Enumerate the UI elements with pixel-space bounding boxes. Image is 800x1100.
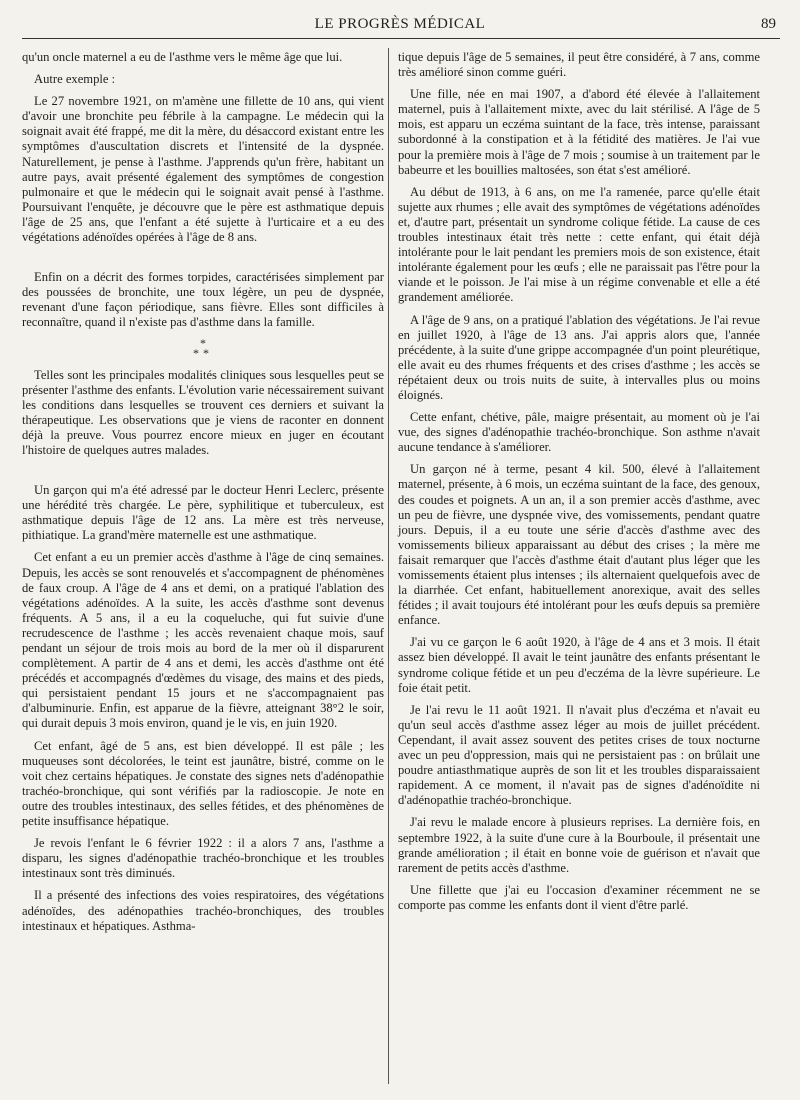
- header-rule: [22, 38, 780, 39]
- left-column: [22, 50, 384, 941]
- page-number: 89: [761, 16, 776, 32]
- paragraph: Autre exemple :: [34, 72, 116, 87]
- paragraph: J'ai vu ce garçon le 6 août 1920, à l'âge de 4 ans et 3 mois. Il était assez bien développé. Il avait le teint jaunâtre des enfants présentant le syndrome colique fétide et un peu d'eczéma de la lèvre supérieure. Le foie était petit.: [398, 635, 760, 695]
- paragraph: A l'âge de 9 ans, on a pratiqué l'ablation des végétations. Je l'ai revue en juillet 1920, à l'âge de 13 ans. J'ai appris alors que, l'année précédente, à la suite d'une grippe accompagnée d'un point pleurétique, elle avait eu des rhumes fréquents et des crises d'asthme ; les accès se répétaient deux ou trois nuits de suite, à intervalles plus ou moins éloignés.: [398, 312, 760, 402]
- paragraph: Au début de 1913, à 6 ans, on me l'a ramenée, parce qu'elle était sujette aux rhumes ; elle avait des symptômes de végétations adénoïdes et, d'autre part, présentait un syndrome colique fétide. La cause de ces troubles intestinaux était très nette : cette enfant, qui était déjà intolérante pour le lait pendant les premiers mois de son existence, était intolérante également pour les œufs ; elle ne paraissait pas l'être pour la viande et le poisson. Je l'ai mise à un régime convenable et elle a été grandement améliorée.: [398, 184, 760, 305]
- section-separator: [22, 335, 384, 360]
- paragraph: Cet enfant, âgé de 5 ans, est bien développé. Il est pâle ; les muqueuses sont décolorées, le teint est jaunâtre, bistré, comme on le voit chez certains hépatiques. Je constate des signes nets d'adénopathie trachéo-bronchique, qui sont vérifiés par la radioscopie. Je note en outre des troubles intestinaux, des selles fétides, et des phénomènes de petite insuffisance hépatique.: [22, 738, 384, 829]
- paragraph: Il a présenté des infections des voies respiratoires, des végétations adénoïdes, des adénopathies trachéo-bronchiques, des troubles intestinaux et hépatiques. Asthma-: [22, 888, 384, 933]
- paragraph: Telles sont les principales modalités cliniques sous lesquelles peut se présenter l'asthme des enfants. L'évolution varie nécessairement suivant les conditions dans lesquelles se trouvent ces derniers et suivant la thérapeutique. Les observations que je viens de raconter en donnent déjà la preuve. Vous pourrez encore mieux en juger en écoutant l'histoire de quelques autres malades.: [22, 367, 384, 457]
- paragraph: Une fille, née en mai 1907, a d'abord été élevée à l'allaitement maternel, puis à l'allaitement mixte, avec du lait stérilisé. A l'âge de 5 mois, est apparu un eczéma suintant de la face, très intense, paraissant subordonné à la constipation et à la fétidité des matières. Je l'ai vue pour la première mois à l'âge de 7 mois ; soumise à un traitement par le babeurre et les bouillies maltosées, son état s'est amélioré.: [398, 87, 760, 177]
- paragraph: J'ai revu le malade encore à plusieurs reprises. La dernière fois, en septembre 1922, à la suite d'une cure à la Bourboule, il présentait une grande amélioration ; il était en bonne voie de guérison et n'avait que rarement de petits accès d'asthme.: [398, 815, 760, 875]
- paragraph: Je l'ai revu le 11 août 1921. Il n'avait plus d'eczéma et n'avait eu qu'un seul accès d'asthme assez léger au mois de juillet précédent. Cependant, il avait assez souvent des petites crises de toux nocturne avec un peu d'oppression, mais qui ne persistaient pas : on brûlait une poudre antiasthmatique auprès de son lit et les troubles disparaissaient rapidement. A ce moment, il n'avait pas de signes d'adénoïdite ni d'adénopathie trachéo-bronchique.: [398, 702, 760, 808]
- separator-star: *: [200, 335, 206, 350]
- paragraph: tique depuis l'âge de 5 semaines, il peut être considéré, à 7 ans, comme très amélioré sinon comme guéri.: [398, 50, 760, 80]
- right-column: [398, 50, 760, 920]
- paragraph: Un garçon qui m'a été adressé par le docteur Henri Leclerc, présente une hérédité très chargée. Le père, syphilitique et tuberculeux, est asthmatique depuis l'âge de 12 ans. La mère est très nerveuse, pithiatique. La grand'mère maternelle est une asthmatique.: [22, 483, 384, 543]
- paragraph: Le 27 novembre 1921, on m'amène une fillette de 10 ans, qui vient d'avoir une bronchite peu fébrile à la campagne. Le médecin qui la soignait avait été frappé, me dit la mère, du désaccord existant entre les symptômes d'auscultation discrets et l'intensité de la dyspnée. Naturellement, je pense à l'asthme. J'apprends qu'un frère, habitant un autre pays, avait présenté également des symptômes de congestion pulmonaire et que le médecin qui le soignait avait pensé à l'asthme. Poursuivant l'enquête, je découvre que le père est asthmatique depuis l'âge de 25 ans, que l'enfant a été sujette à l'urticaire et a eu des végétations adénoïdes opérées à l'âge de 8 ans.: [22, 94, 384, 245]
- paragraph: Je revois l'enfant le 6 février 1922 : il a alors 7 ans, l'asthme a disparu, les signes d'adénopathie trachéo-bronchique et les troubles intestinaux sont très diminués.: [22, 836, 384, 881]
- paragraph: Une fillette que j'ai eu l'occasion d'examiner récemment ne se comporte pas comme les enfants dont il vient d'être parlé.: [398, 882, 760, 912]
- column-divider: [388, 48, 389, 1084]
- separator-stars: **: [193, 345, 213, 360]
- paragraph: Cette enfant, chétive, pâle, maigre présentait, au moment où je l'ai vue, des signes d'adénopathie trachéo-bronchique. Son asthme n'avait aucune tendance à s'améliorer.: [398, 410, 760, 455]
- paragraph: Enfin on a décrit des formes torpides, caractérisées simplement par des poussées de bronchite, une toux légère, un peu de dyspnée, revenant d'une façon périodique, sans fièvre. Elles sont difficiles à reconnaître, quand il n'existe pas d'asthme dans la famille.: [22, 270, 384, 330]
- paragraph: Un garçon né à terme, pesant 4 kil. 500, élevé à l'allaitement maternel, présente, à 6 mois, un eczéma suintant de la face, des genoux, des coudes et poignets. A un an, il a son premier accès d'asthme, avec un peu de fièvre, une dyspnée vive, des vomissements, pendant quatre jours. Depuis, il a eu toute une série d'accès d'asthme avec des vomissements bilieux apparaissant au début des crises ; la mère me faisait remarquer que l'accès d'asthme était d'autant plus léger que les vomissements étaient plus intenses ; ils alternaient quelquefois avec de la diarrhée. Cet enfant, habituellement anorexique, avait des selles fétides ; il avait toujours été intolérant pour les œufs depuis sa première enfance.: [398, 462, 760, 628]
- paragraph: qu'un oncle maternel a eu de l'asthme vers le même âge que lui.: [22, 50, 343, 64]
- page-header: [0, 12, 800, 38]
- running-title: LE PROGRÈS MÉDICAL: [314, 16, 486, 32]
- paragraph: Cet enfant a eu un premier accès d'asthme à l'âge de cinq semaines. Depuis, les accès se sont renouvelés et s'accompagnent de phénomènes de faux croup. A l'âge de 4 ans et demi, on a pratiqué l'ablation des végétations adénoïdes. A la suite, les accès d'asthme sont devenus fréquents. A 5 ans, il a eu la coqueluche, qui fut suivie d'une recrudescence de l'asthme ; les accès revenaient chaque mois, sauf pendant un séjour de trois mois au bord de la mer où il disparurent complètement. A partir de 4 ans et demi, les accès d'asthme ont été précédés et accompagnés d'œdèmes du visage, des mains et des pieds, qui persistaient pendant 15 jours et ne s'accompagnaient pas d'albuminurie. Enfin, est apparue de la fièvre, atteignant 38°2 le soir, qui durait depuis 3 mois environ, quand je le vis, en juin 1920.: [22, 550, 384, 731]
